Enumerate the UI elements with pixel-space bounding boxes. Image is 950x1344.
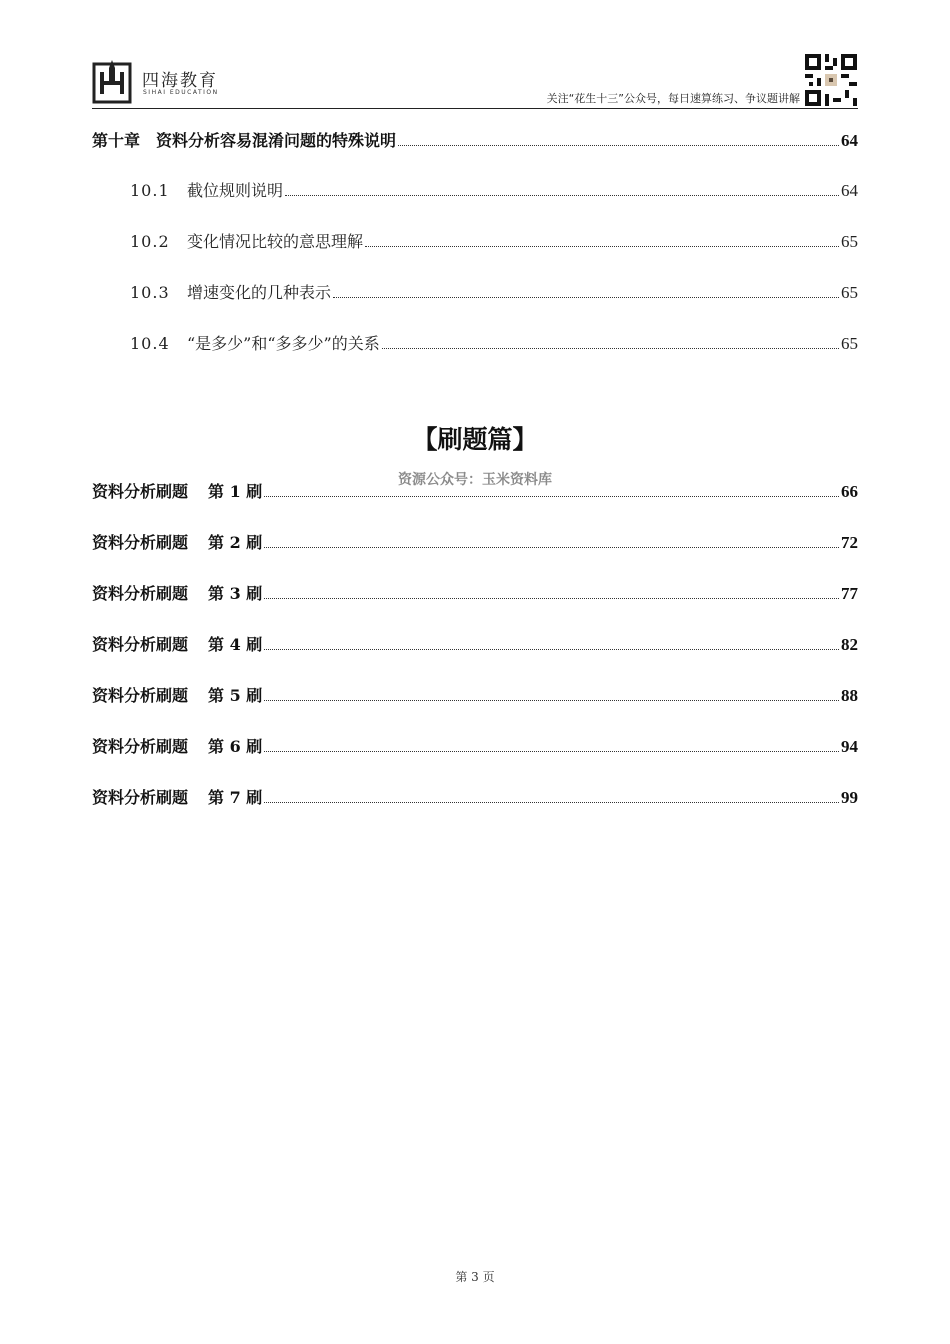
toc-leader xyxy=(398,145,839,146)
toc-section-number: 10.4 xyxy=(130,334,170,353)
toc-leader xyxy=(264,802,839,803)
toc-page-number: 66 xyxy=(841,482,858,501)
toc-section-label: 增速变化的几种表示 xyxy=(187,283,332,302)
toc-brush-2[interactable] xyxy=(92,529,858,553)
toc-brush-round: 第 7 刷 xyxy=(208,788,263,807)
page-header xyxy=(0,0,950,110)
toc-brush-label: 资料分析刷题 xyxy=(92,737,189,756)
toc-page-number: 72 xyxy=(841,533,858,552)
toc-brush-label: 资料分析刷题 xyxy=(92,482,189,501)
toc-page-number: 65 xyxy=(841,283,858,302)
toc-leader xyxy=(264,496,839,497)
part-title: 【刷题篇】 xyxy=(412,425,538,454)
toc-brush-label: 资料分析刷题 xyxy=(92,686,189,705)
page-footer: 第 3 页 xyxy=(455,1270,495,1284)
toc-brush-round: 第 5 刷 xyxy=(208,686,263,705)
toc-brush-round: 第 6 刷 xyxy=(208,737,263,756)
qr-code-icon xyxy=(805,54,857,106)
toc-chapter-label: 第十章 资料分析容易混淆问题的特殊说明 xyxy=(92,131,397,150)
watermark-text: 资源公众号：玉米资料库 xyxy=(398,472,552,488)
toc-section-label: “是多少”和“多多少”的关系 xyxy=(187,334,380,353)
toc-brush-4[interactable] xyxy=(92,631,858,655)
toc-brush-6[interactable] xyxy=(92,733,858,757)
toc-brush-round: 第 1 刷 xyxy=(208,482,263,501)
toc-brush-3[interactable] xyxy=(92,580,858,604)
toc-page-number: 64 xyxy=(841,181,858,200)
toc-brush-round: 第 2 刷 xyxy=(208,533,263,552)
toc-brush-5[interactable] xyxy=(92,682,858,706)
toc-brush-7[interactable] xyxy=(92,784,858,808)
toc-page-number: 77 xyxy=(841,584,858,603)
toc-page-number: 65 xyxy=(841,334,858,353)
toc-brush-round: 第 4 刷 xyxy=(208,635,263,654)
toc-brush-round: 第 3 刷 xyxy=(208,584,263,603)
toc-section-number: 10.1 xyxy=(130,181,170,200)
logo-text-en: SIHAI EDUCATION xyxy=(143,89,219,96)
toc-page-number: 88 xyxy=(841,686,858,705)
toc-leader xyxy=(264,700,839,701)
toc-page-number: 94 xyxy=(841,737,858,756)
toc-leader xyxy=(365,246,839,247)
toc-section-10-1[interactable] xyxy=(130,177,858,201)
toc-brush-1[interactable] xyxy=(92,478,858,502)
toc-brush-label: 资料分析刷题 xyxy=(92,533,189,552)
header-rule xyxy=(92,108,858,109)
toc-leader xyxy=(264,598,839,599)
header-slogan: 关注“花生十三”公众号，每日速算练习、争议题讲解 xyxy=(546,92,800,105)
toc-page-number: 82 xyxy=(841,635,858,654)
toc-section-number: 10.2 xyxy=(130,232,170,251)
toc-section-10-3[interactable] xyxy=(130,279,858,303)
toc-page-number: 99 xyxy=(841,788,858,807)
toc-section-label: 截位规则说明 xyxy=(187,181,284,200)
sihai-logo-icon xyxy=(92,58,134,104)
toc-leader xyxy=(264,751,839,752)
toc-page-number: 65 xyxy=(841,232,858,251)
toc-leader xyxy=(264,649,839,650)
toc-section-number: 10.3 xyxy=(130,283,170,302)
toc-brush-label: 资料分析刷题 xyxy=(92,788,189,807)
toc-section-10-4[interactable] xyxy=(130,330,858,354)
toc-section-label: 变化情况比较的意思理解 xyxy=(187,232,364,251)
logo-text-cn: 四海教育 xyxy=(142,71,218,91)
toc-page-number: 64 xyxy=(841,131,858,150)
toc-leader xyxy=(333,297,839,298)
toc-chapter-10[interactable] xyxy=(92,127,858,151)
toc-leader xyxy=(264,547,839,548)
sihai-logo xyxy=(92,58,242,106)
toc-leader xyxy=(382,348,839,349)
toc-brush-label: 资料分析刷题 xyxy=(92,584,189,603)
toc-leader xyxy=(285,195,839,196)
toc-brush-label: 资料分析刷题 xyxy=(92,635,189,654)
toc-section-10-2[interactable] xyxy=(130,228,858,252)
